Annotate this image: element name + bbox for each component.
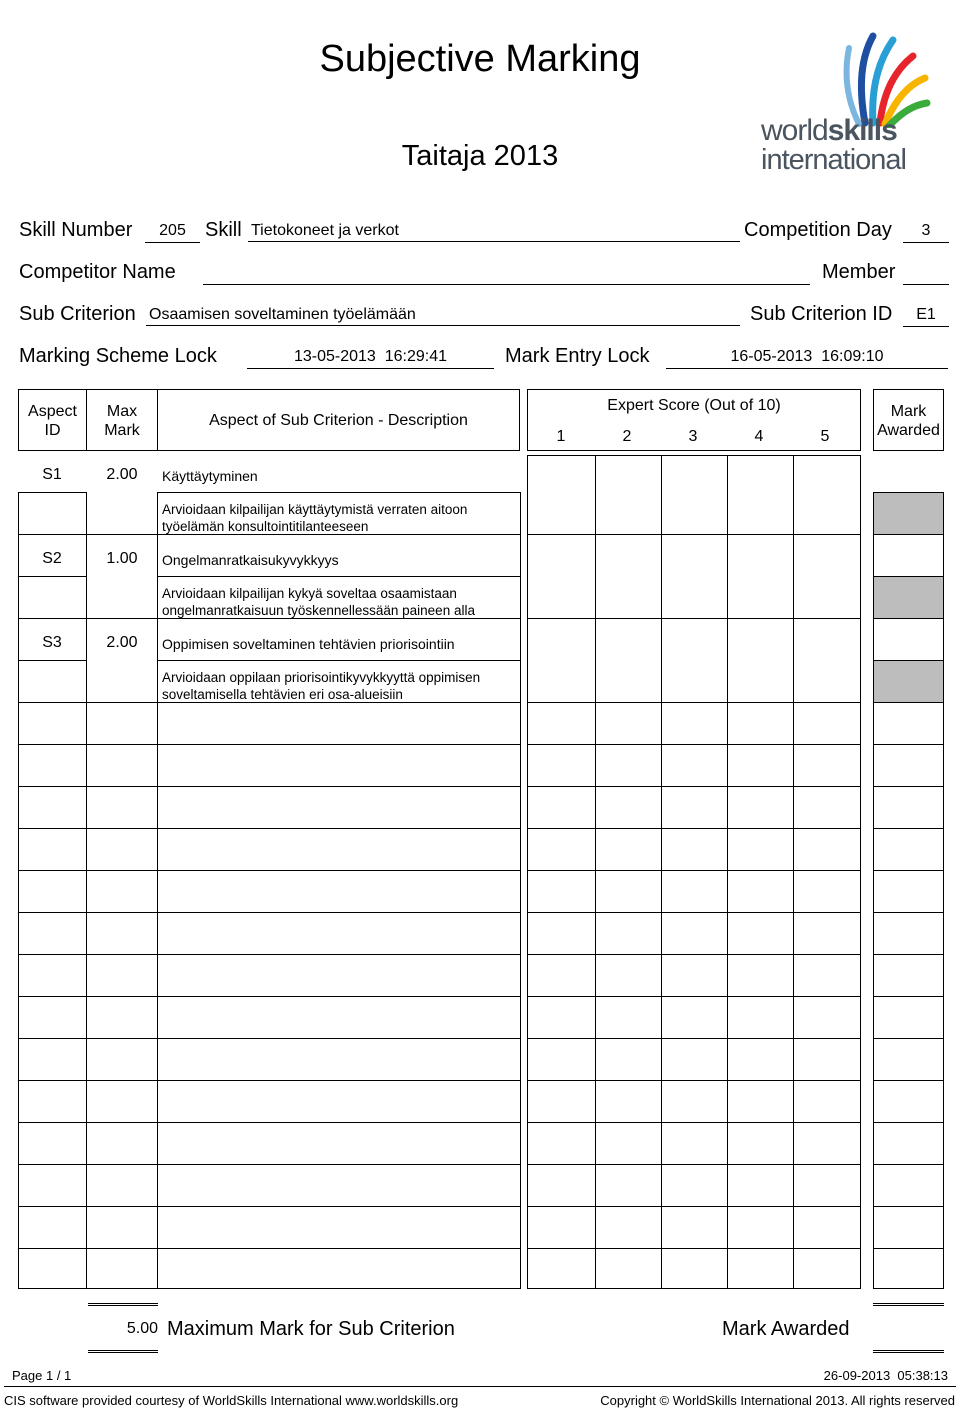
skill-number-value: 205 bbox=[145, 220, 200, 243]
event-title: Taitaja 2013 bbox=[401, 140, 559, 172]
mark-awarded-s1[interactable] bbox=[874, 493, 943, 534]
sub-criterion-label: Sub Criterion bbox=[19, 303, 136, 325]
skill-number-label: Skill Number bbox=[19, 219, 133, 241]
aspect-s1-title: Käyttäytyminen bbox=[162, 468, 258, 484]
swirl-icon bbox=[755, 28, 935, 128]
aspect-s2-desc-line1: Arvioidaan kilpailijan kykyä soveltaa osaamistaan bbox=[162, 586, 457, 601]
member-label: Member bbox=[822, 261, 896, 283]
sub-criterion-id-label: Sub Criterion ID bbox=[750, 303, 893, 325]
competitor-name-value bbox=[203, 262, 810, 285]
aspect-s2-desc-line2: ongelmanratkaisuun työskennellessään paineen alla bbox=[162, 603, 475, 618]
marking-grid bbox=[0, 455, 960, 1295]
competition-day-label: Competition Day bbox=[744, 219, 892, 241]
mark-awarded-rule-top bbox=[873, 1303, 944, 1306]
score-col-4: 4 bbox=[754, 428, 764, 445]
aspect-id-header: Aspect ID bbox=[28, 403, 77, 439]
sub-criterion-value: Osaamisen soveltaminen työelämään bbox=[146, 304, 740, 326]
logo-world: world bbox=[761, 114, 828, 147]
aspect-id-header-cell bbox=[18, 389, 87, 451]
max-mark-header-cell bbox=[86, 389, 158, 451]
score-col-2: 2 bbox=[622, 428, 632, 445]
expert-score-header: Expert Score (Out of 10) bbox=[607, 397, 781, 414]
mark-entry-lock-label: Mark Entry Lock bbox=[505, 345, 650, 367]
aspect-s1-desc-line1: Arvioidaan kilpailijan käyttäytymistä verraten aitoon bbox=[162, 502, 468, 517]
score-col-1: 1 bbox=[556, 428, 566, 445]
aspect-s3-desc-line2: soveltamisella tehtävien eri osa-alueisiin bbox=[162, 687, 403, 702]
mark-awarded-total-label: Mark Awarded bbox=[722, 1318, 850, 1340]
skill-name-value: Tietokoneet ja verkot bbox=[248, 220, 740, 242]
max-total-rule-top bbox=[88, 1303, 158, 1306]
marking-scheme-lock-value: 13-05-2013 16:29:41 bbox=[247, 346, 494, 369]
aspect-s3-max: 2.00 bbox=[106, 634, 138, 651]
aspect-s1-max: 2.00 bbox=[106, 466, 138, 483]
max-total-value: 5.00 bbox=[126, 1320, 158, 1337]
mark-awarded-header-cell bbox=[873, 389, 944, 451]
aspect-s3-id: S3 bbox=[42, 634, 62, 651]
skill-label: Skill bbox=[205, 219, 242, 241]
mark-awarded-s3[interactable] bbox=[874, 661, 943, 702]
aspect-s1-desc-line2: työelämän konsultointitilanteeseen bbox=[162, 519, 369, 534]
aspect-s2-title: Ongelmanratkaisukyvykkyys bbox=[162, 552, 339, 568]
footer-divider bbox=[4, 1386, 956, 1387]
aspect-s2-id: S2 bbox=[42, 550, 62, 567]
aspect-s1-id: S1 bbox=[42, 466, 62, 483]
page-number: Page 1 / 1 bbox=[12, 1368, 72, 1383]
worldskills-logo bbox=[755, 28, 935, 178]
logo-international: international bbox=[761, 144, 906, 176]
mark-awarded-rule-bottom bbox=[873, 1350, 944, 1353]
max-mark-header: Max Mark bbox=[104, 403, 140, 439]
member-value bbox=[903, 262, 949, 285]
max-total-rule-bottom bbox=[88, 1350, 158, 1353]
score-col-5: 5 bbox=[820, 428, 830, 445]
mark-awarded-s2[interactable] bbox=[874, 577, 943, 618]
marking-scheme-lock-label: Marking Scheme Lock bbox=[19, 345, 217, 367]
mark-entry-lock-value: 16-05-2013 16:09:10 bbox=[666, 346, 948, 369]
page-title: Subjective Marking bbox=[319, 38, 641, 80]
description-header: Aspect of Sub Criterion - Description bbox=[209, 412, 468, 429]
sub-criterion-id-value: E1 bbox=[903, 304, 949, 327]
score-col-3: 3 bbox=[688, 428, 698, 445]
mark-awarded-header: Mark Awarded bbox=[877, 403, 940, 439]
competition-day-value: 3 bbox=[903, 220, 949, 243]
aspect-s2-max: 1.00 bbox=[106, 550, 138, 567]
logo-skills: skills bbox=[827, 114, 897, 147]
mark-awarded-total-field[interactable] bbox=[873, 1310, 944, 1348]
footer-copyright: Copyright © WorldSkills International 2013. All rights reserved bbox=[600, 1393, 955, 1408]
aspect-s3-title: Oppimisen soveltaminen tehtävien priorisointiin bbox=[162, 636, 455, 652]
description-header-cell bbox=[157, 389, 520, 451]
max-total-label: Maximum Mark for Sub Criterion bbox=[167, 1318, 455, 1340]
footer-credit: CIS software provided courtesy of WorldSkills International www.worldskills.org bbox=[4, 1393, 459, 1408]
expert-score-header-cell bbox=[527, 389, 861, 451]
aspect-s3-desc-line1: Arvioidaan oppilaan priorisointikyvykkyyttä oppimisen bbox=[162, 670, 481, 685]
competitor-name-label: Competitor Name bbox=[19, 261, 176, 283]
print-timestamp: 26-09-2013 05:38:13 bbox=[823, 1368, 948, 1383]
